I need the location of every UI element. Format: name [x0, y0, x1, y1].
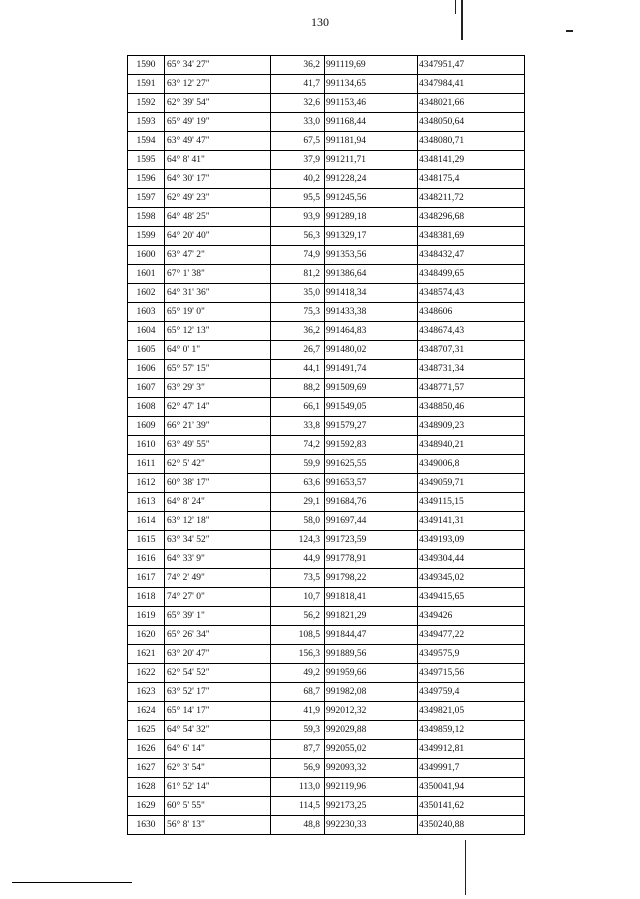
y-coordinate-cell: 4348674,43	[418, 322, 525, 341]
x-coordinate-cell: 991821,29	[325, 607, 418, 626]
table-row	[128, 550, 525, 569]
distance-cell: 41,7	[271, 75, 325, 94]
point-number-cell: 1611	[128, 455, 165, 474]
point-number-cell: 1623	[128, 683, 165, 702]
angle-cell: 65° 57' 15"	[165, 360, 271, 379]
x-coordinate-cell: 991818,41	[325, 588, 418, 607]
angle-cell: 62° 54' 52"	[165, 664, 271, 683]
y-coordinate-cell: 4349304,44	[418, 550, 525, 569]
distance-cell: 108,5	[271, 626, 325, 645]
x-coordinate-cell: 991245,56	[325, 189, 418, 208]
distance-cell: 56,2	[271, 607, 325, 626]
x-coordinate-cell: 991625,55	[325, 455, 418, 474]
angle-cell: 74° 2' 49"	[165, 569, 271, 588]
point-number-cell: 1591	[128, 75, 165, 94]
x-coordinate-cell: 991119,69	[325, 56, 418, 75]
coordinates-table	[127, 55, 525, 835]
x-coordinate-cell: 992119,96	[325, 778, 418, 797]
table-row	[128, 246, 525, 265]
angle-cell: 63° 49' 47"	[165, 132, 271, 151]
table-row	[128, 645, 525, 664]
point-number-cell: 1596	[128, 170, 165, 189]
y-coordinate-cell: 4348574,43	[418, 284, 525, 303]
distance-cell: 33,0	[271, 113, 325, 132]
distance-cell: 49,2	[271, 664, 325, 683]
x-coordinate-cell: 991723,59	[325, 531, 418, 550]
distance-cell: 63,6	[271, 474, 325, 493]
table-row	[128, 227, 525, 246]
point-number-cell: 1610	[128, 436, 165, 455]
table-row	[128, 303, 525, 322]
y-coordinate-cell: 4349575,9	[418, 645, 525, 664]
distance-cell: 75,3	[271, 303, 325, 322]
y-coordinate-cell: 4349991,7	[418, 759, 525, 778]
angle-cell: 64° 20' 40"	[165, 227, 271, 246]
distance-cell: 59,3	[271, 721, 325, 740]
x-coordinate-cell: 991386,64	[325, 265, 418, 284]
x-coordinate-cell: 991889,56	[325, 645, 418, 664]
distance-cell: 156,3	[271, 645, 325, 664]
point-number-cell: 1601	[128, 265, 165, 284]
x-coordinate-cell: 991211,71	[325, 151, 418, 170]
point-number-cell: 1594	[128, 132, 165, 151]
y-coordinate-cell: 4347951,47	[418, 56, 525, 75]
angle-cell: 64° 54' 32"	[165, 721, 271, 740]
y-coordinate-cell: 4347984,41	[418, 75, 525, 94]
y-coordinate-cell: 4350141,62	[418, 797, 525, 816]
y-coordinate-cell: 4348909,23	[418, 417, 525, 436]
point-number-cell: 1603	[128, 303, 165, 322]
table-row	[128, 113, 525, 132]
distance-cell: 81,2	[271, 265, 325, 284]
distance-cell: 40,2	[271, 170, 325, 189]
angle-cell: 65° 14' 17"	[165, 702, 271, 721]
table-row	[128, 360, 525, 379]
y-coordinate-cell: 4350041,94	[418, 778, 525, 797]
y-coordinate-cell: 4349059,71	[418, 474, 525, 493]
table-row	[128, 664, 525, 683]
y-coordinate-cell: 4348606	[418, 303, 525, 322]
point-number-cell: 1597	[128, 189, 165, 208]
table-row	[128, 379, 525, 398]
angle-cell: 56° 8' 13"	[165, 816, 271, 835]
angle-cell: 65° 39' 1"	[165, 607, 271, 626]
point-number-cell: 1609	[128, 417, 165, 436]
point-number-cell: 1619	[128, 607, 165, 626]
angle-cell: 63° 12' 18"	[165, 512, 271, 531]
table-row	[128, 322, 525, 341]
angle-cell: 65° 34' 27"	[165, 56, 271, 75]
distance-cell: 59,9	[271, 455, 325, 474]
point-number-cell: 1599	[128, 227, 165, 246]
distance-cell: 32,6	[271, 94, 325, 113]
point-number-cell: 1616	[128, 550, 165, 569]
x-coordinate-cell: 992012,32	[325, 702, 418, 721]
distance-cell: 87,7	[271, 740, 325, 759]
distance-cell: 68,7	[271, 683, 325, 702]
angle-cell: 64° 8' 24"	[165, 493, 271, 512]
y-coordinate-cell: 4348211,72	[418, 189, 525, 208]
table-row	[128, 474, 525, 493]
page-number: 130	[311, 15, 329, 29]
x-coordinate-cell: 992029,88	[325, 721, 418, 740]
y-coordinate-cell: 4348731,34	[418, 360, 525, 379]
x-coordinate-cell: 991653,57	[325, 474, 418, 493]
distance-cell: 56,3	[271, 227, 325, 246]
angle-cell: 66° 21' 39"	[165, 417, 271, 436]
angle-cell: 63° 34' 52"	[165, 531, 271, 550]
angle-cell: 61° 52' 14"	[165, 778, 271, 797]
angle-cell: 65° 12' 13"	[165, 322, 271, 341]
distance-cell: 58,0	[271, 512, 325, 531]
table-row	[128, 607, 525, 626]
angle-cell: 65° 26' 34"	[165, 626, 271, 645]
angle-cell: 63° 20' 47"	[165, 645, 271, 664]
table-row	[128, 512, 525, 531]
point-number-cell: 1602	[128, 284, 165, 303]
y-coordinate-cell: 4348296,68	[418, 208, 525, 227]
x-coordinate-cell: 991228,24	[325, 170, 418, 189]
distance-cell: 56,9	[271, 759, 325, 778]
scan-mark-top-right	[461, 0, 463, 40]
point-number-cell: 1628	[128, 778, 165, 797]
table-row	[128, 170, 525, 189]
distance-cell: 44,9	[271, 550, 325, 569]
angle-cell: 65° 19' 0"	[165, 303, 271, 322]
x-coordinate-cell: 991491,74	[325, 360, 418, 379]
table-row	[128, 778, 525, 797]
point-number-cell: 1615	[128, 531, 165, 550]
x-coordinate-cell: 991353,56	[325, 246, 418, 265]
point-number-cell: 1607	[128, 379, 165, 398]
table-row	[128, 493, 525, 512]
point-number-cell: 1593	[128, 113, 165, 132]
x-coordinate-cell: 991433,38	[325, 303, 418, 322]
angle-cell: 63° 12' 27"	[165, 75, 271, 94]
table-row	[128, 569, 525, 588]
table-row	[128, 341, 525, 360]
y-coordinate-cell: 4349006,8	[418, 455, 525, 474]
x-coordinate-cell: 991289,18	[325, 208, 418, 227]
table-row	[128, 588, 525, 607]
point-number-cell: 1606	[128, 360, 165, 379]
angle-cell: 60° 5' 55"	[165, 797, 271, 816]
angle-cell: 67° 1' 38"	[165, 265, 271, 284]
angle-cell: 64° 48' 25"	[165, 208, 271, 227]
y-coordinate-cell: 4349141,31	[418, 512, 525, 531]
y-coordinate-cell: 4349912,81	[418, 740, 525, 759]
angle-cell: 62° 47' 14"	[165, 398, 271, 417]
x-coordinate-cell: 992055,02	[325, 740, 418, 759]
point-number-cell: 1604	[128, 322, 165, 341]
footer-rule	[12, 882, 132, 883]
distance-cell: 66,1	[271, 398, 325, 417]
y-coordinate-cell: 4348381,69	[418, 227, 525, 246]
angle-cell: 63° 52' 17"	[165, 683, 271, 702]
distance-cell: 114,5	[271, 797, 325, 816]
angle-cell: 63° 29' 3"	[165, 379, 271, 398]
y-coordinate-cell: 4348850,46	[418, 398, 525, 417]
x-coordinate-cell: 991418,34	[325, 284, 418, 303]
x-coordinate-cell: 991592,83	[325, 436, 418, 455]
table-row	[128, 531, 525, 550]
x-coordinate-cell: 991480,02	[325, 341, 418, 360]
distance-cell: 36,2	[271, 56, 325, 75]
angle-cell: 64° 0' 1"	[165, 341, 271, 360]
table-row	[128, 816, 525, 835]
distance-cell: 44,1	[271, 360, 325, 379]
point-number-cell: 1618	[128, 588, 165, 607]
x-coordinate-cell: 991982,08	[325, 683, 418, 702]
y-coordinate-cell: 4348707,31	[418, 341, 525, 360]
angle-cell: 64° 33' 9"	[165, 550, 271, 569]
distance-cell: 26,7	[271, 341, 325, 360]
distance-cell: 93,9	[271, 208, 325, 227]
angle-cell: 62° 3' 54"	[165, 759, 271, 778]
distance-cell: 95,5	[271, 189, 325, 208]
y-coordinate-cell: 4349193,09	[418, 531, 525, 550]
y-coordinate-cell: 4349859,12	[418, 721, 525, 740]
point-number-cell: 1600	[128, 246, 165, 265]
angle-cell: 63° 49' 55"	[165, 436, 271, 455]
point-number-cell: 1613	[128, 493, 165, 512]
point-number-cell: 1622	[128, 664, 165, 683]
table-row	[128, 740, 525, 759]
coordinates-table-body	[128, 56, 525, 835]
point-number-cell: 1627	[128, 759, 165, 778]
angle-cell: 64° 30' 17"	[165, 170, 271, 189]
point-number-cell: 1630	[128, 816, 165, 835]
table-row	[128, 702, 525, 721]
point-number-cell: 1617	[128, 569, 165, 588]
point-number-cell: 1612	[128, 474, 165, 493]
angle-cell: 62° 5' 42"	[165, 455, 271, 474]
x-coordinate-cell: 991959,66	[325, 664, 418, 683]
distance-cell: 74,9	[271, 246, 325, 265]
distance-cell: 33,8	[271, 417, 325, 436]
x-coordinate-cell: 991697,44	[325, 512, 418, 531]
x-coordinate-cell: 991329,17	[325, 227, 418, 246]
table-row	[128, 56, 525, 75]
y-coordinate-cell: 4349345,02	[418, 569, 525, 588]
angle-cell: 74° 27' 0"	[165, 588, 271, 607]
point-number-cell: 1614	[128, 512, 165, 531]
distance-cell: 73,5	[271, 569, 325, 588]
x-coordinate-cell: 991778,91	[325, 550, 418, 569]
y-coordinate-cell: 4348771,57	[418, 379, 525, 398]
x-coordinate-cell: 991509,69	[325, 379, 418, 398]
point-number-cell: 1595	[128, 151, 165, 170]
table-row	[128, 94, 525, 113]
distance-cell: 88,2	[271, 379, 325, 398]
distance-cell: 36,2	[271, 322, 325, 341]
distance-cell: 37,9	[271, 151, 325, 170]
table-row	[128, 417, 525, 436]
angle-cell: 64° 8' 41"	[165, 151, 271, 170]
distance-cell: 35,0	[271, 284, 325, 303]
point-number-cell: 1621	[128, 645, 165, 664]
angle-cell: 64° 6' 14"	[165, 740, 271, 759]
y-coordinate-cell: 4348175,4	[418, 170, 525, 189]
scan-mark-bottom-right	[465, 840, 466, 895]
angle-cell: 64° 31' 36"	[165, 284, 271, 303]
point-number-cell: 1598	[128, 208, 165, 227]
table-row	[128, 284, 525, 303]
y-coordinate-cell: 4349759,4	[418, 683, 525, 702]
y-coordinate-cell: 4349821,05	[418, 702, 525, 721]
x-coordinate-cell: 991153,46	[325, 94, 418, 113]
x-coordinate-cell: 991844,47	[325, 626, 418, 645]
distance-cell: 113,0	[271, 778, 325, 797]
distance-cell: 10,7	[271, 588, 325, 607]
y-coordinate-cell: 4349426	[418, 607, 525, 626]
distance-cell: 41,9	[271, 702, 325, 721]
scan-dash-right	[566, 30, 573, 32]
x-coordinate-cell: 991464,83	[325, 322, 418, 341]
table-row	[128, 151, 525, 170]
x-coordinate-cell: 992093,32	[325, 759, 418, 778]
table-row	[128, 398, 525, 417]
table-row	[128, 75, 525, 94]
x-coordinate-cell: 991168,44	[325, 113, 418, 132]
table-row	[128, 759, 525, 778]
table-row	[128, 683, 525, 702]
table-row	[128, 189, 525, 208]
distance-cell: 124,3	[271, 531, 325, 550]
x-coordinate-cell: 992173,25	[325, 797, 418, 816]
y-coordinate-cell: 4348080,71	[418, 132, 525, 151]
y-coordinate-cell: 4348021,66	[418, 94, 525, 113]
table-row	[128, 797, 525, 816]
x-coordinate-cell: 991181,94	[325, 132, 418, 151]
distance-cell: 29,1	[271, 493, 325, 512]
x-coordinate-cell: 991134,65	[325, 75, 418, 94]
point-number-cell: 1608	[128, 398, 165, 417]
angle-cell: 62° 49' 23"	[165, 189, 271, 208]
x-coordinate-cell: 991684,76	[325, 493, 418, 512]
angle-cell: 63° 47' 2"	[165, 246, 271, 265]
x-coordinate-cell: 992230,33	[325, 816, 418, 835]
scan-mark-top-right-thin	[455, 0, 456, 14]
angle-cell: 60° 38' 17"	[165, 474, 271, 493]
y-coordinate-cell: 4348499,65	[418, 265, 525, 284]
point-number-cell: 1626	[128, 740, 165, 759]
x-coordinate-cell: 991579,27	[325, 417, 418, 436]
y-coordinate-cell: 4348050,64	[418, 113, 525, 132]
y-coordinate-cell: 4349715,56	[418, 664, 525, 683]
angle-cell: 65° 49' 19"	[165, 113, 271, 132]
y-coordinate-cell: 4349477,22	[418, 626, 525, 645]
y-coordinate-cell: 4349115,15	[418, 493, 525, 512]
y-coordinate-cell: 4348940,21	[418, 436, 525, 455]
point-number-cell: 1605	[128, 341, 165, 360]
table-row	[128, 436, 525, 455]
table-row	[128, 455, 525, 474]
point-number-cell: 1629	[128, 797, 165, 816]
y-coordinate-cell: 4350240,88	[418, 816, 525, 835]
point-number-cell: 1624	[128, 702, 165, 721]
angle-cell: 62° 39' 54"	[165, 94, 271, 113]
y-coordinate-cell: 4348432,47	[418, 246, 525, 265]
point-number-cell: 1625	[128, 721, 165, 740]
x-coordinate-cell: 991549,05	[325, 398, 418, 417]
distance-cell: 67,5	[271, 132, 325, 151]
y-coordinate-cell: 4348141,29	[418, 151, 525, 170]
point-number-cell: 1590	[128, 56, 165, 75]
y-coordinate-cell: 4349415,65	[418, 588, 525, 607]
table-row	[128, 265, 525, 284]
table-row	[128, 208, 525, 227]
point-number-cell: 1620	[128, 626, 165, 645]
point-number-cell: 1592	[128, 94, 165, 113]
distance-cell: 74,2	[271, 436, 325, 455]
table-row	[128, 721, 525, 740]
distance-cell: 48,8	[271, 816, 325, 835]
table-row	[128, 132, 525, 151]
x-coordinate-cell: 991798,22	[325, 569, 418, 588]
table-row	[128, 626, 525, 645]
